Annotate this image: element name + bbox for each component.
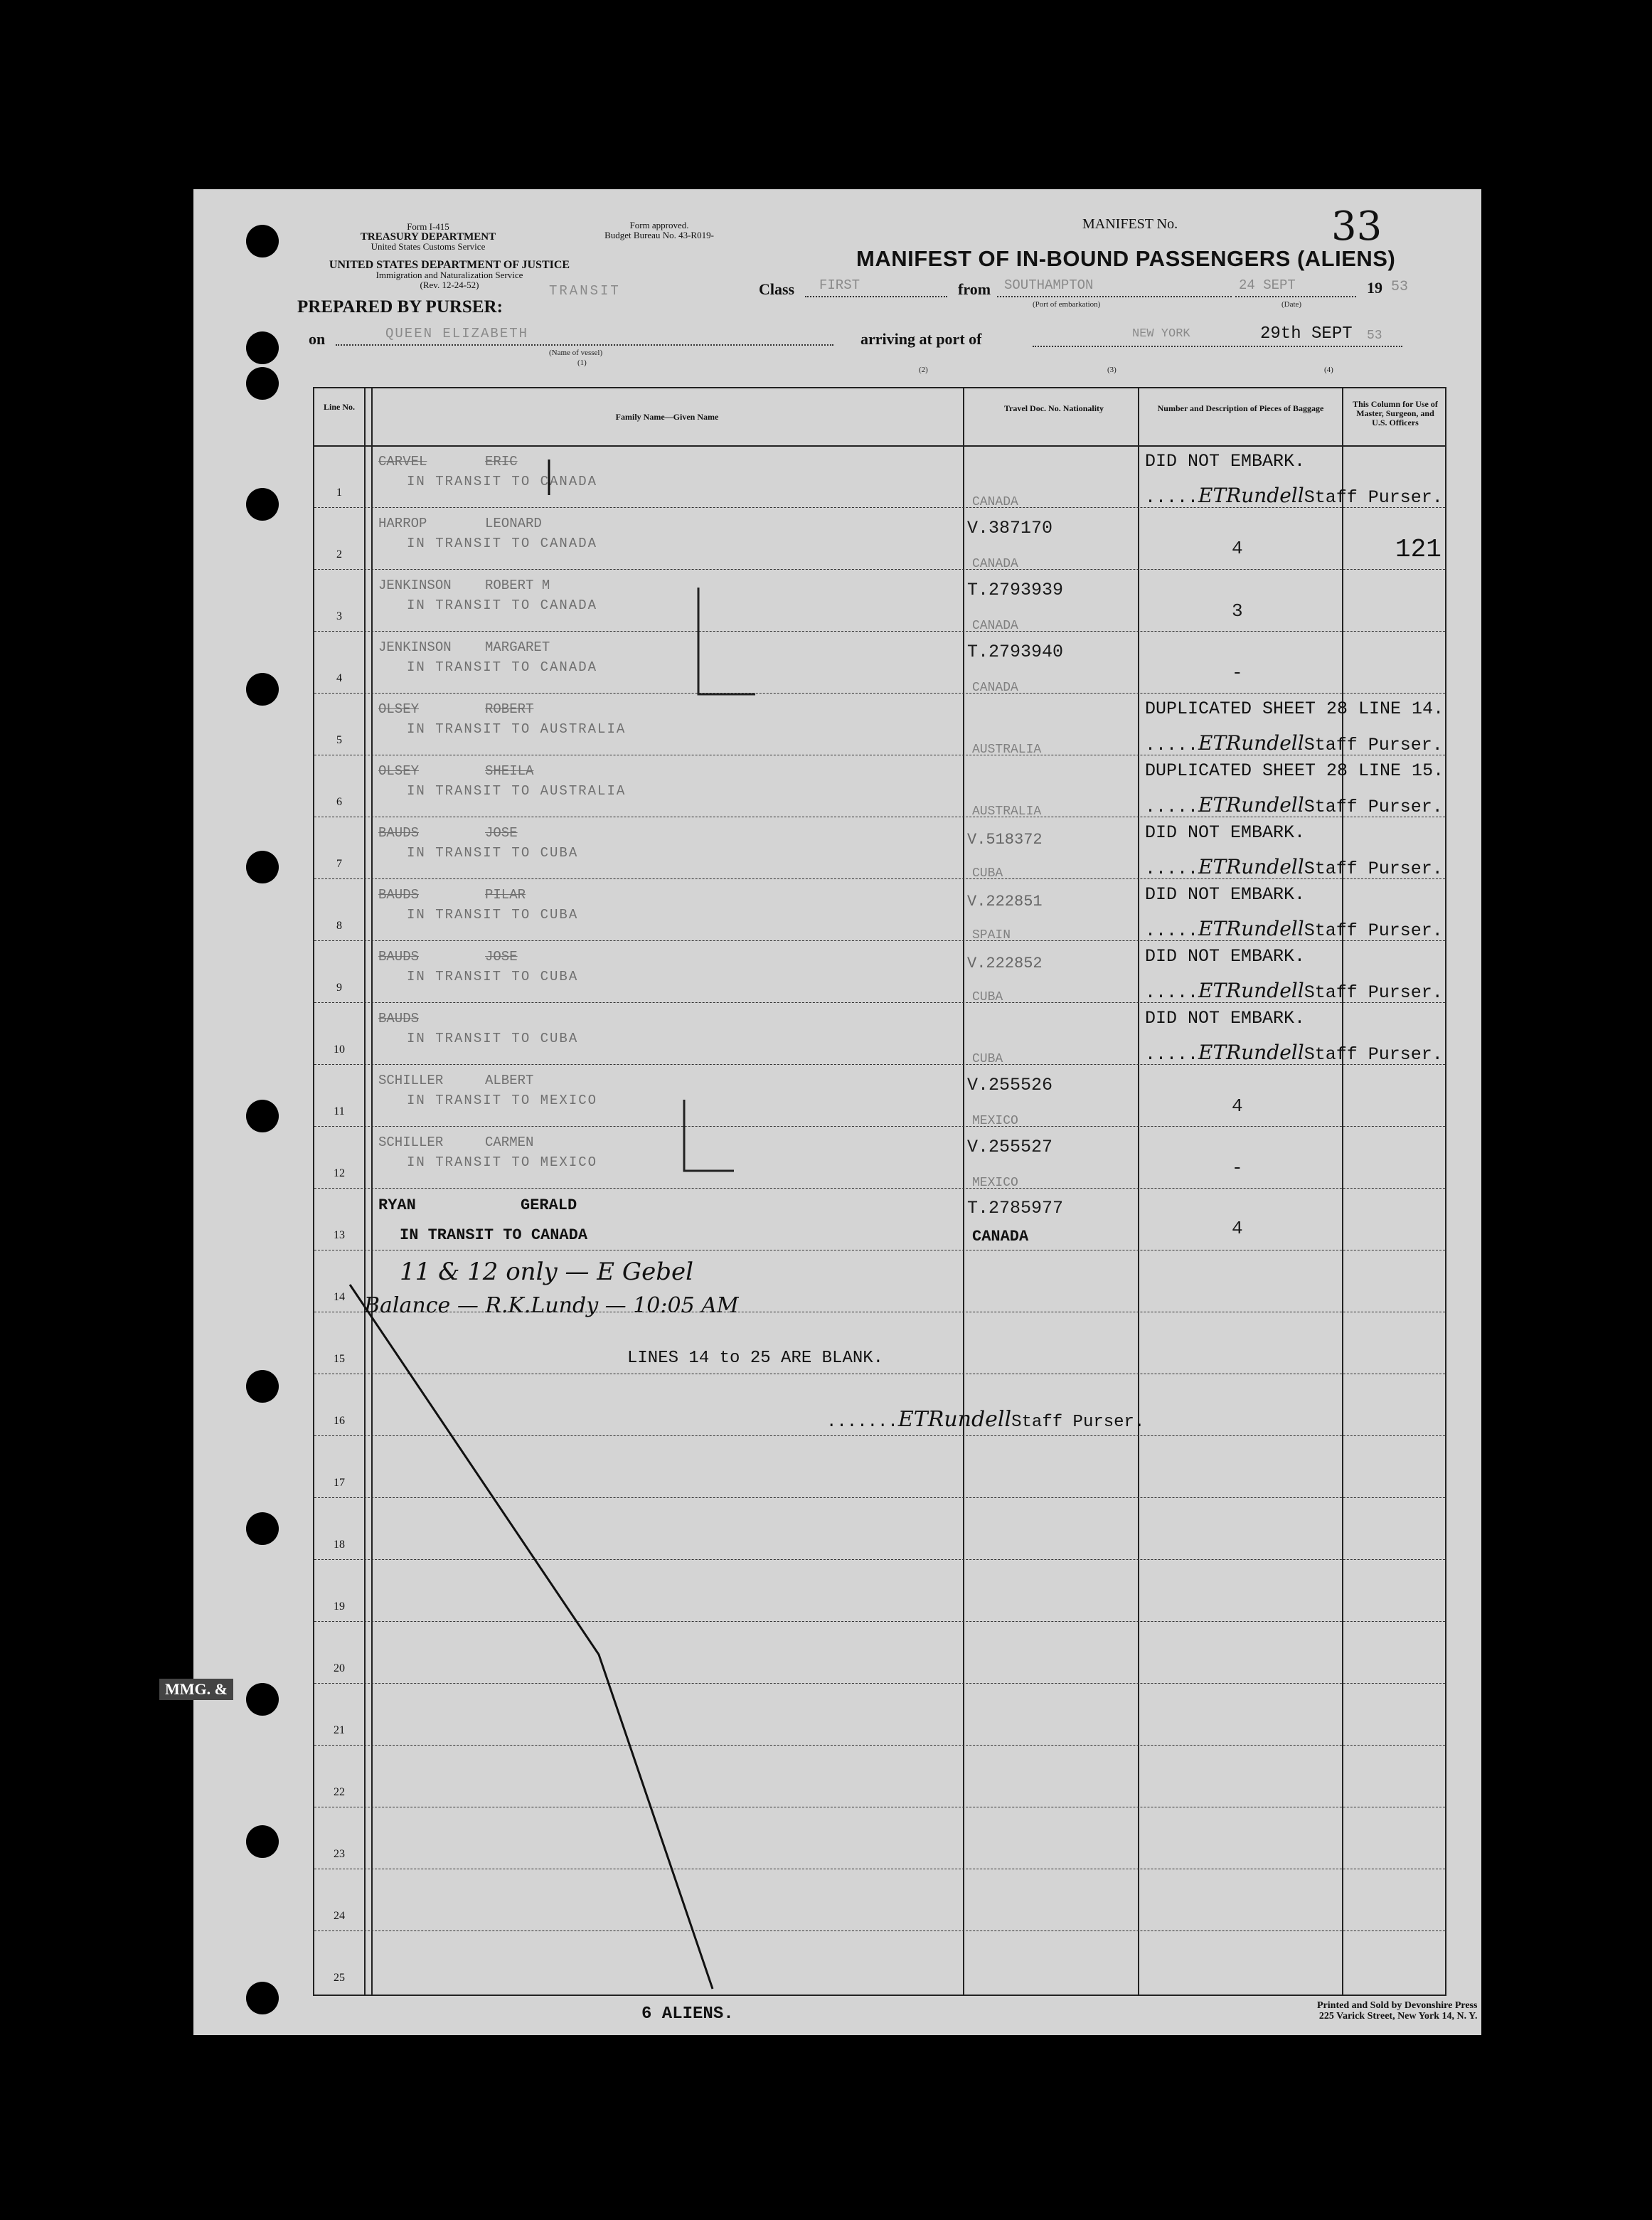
line-number: 21 xyxy=(334,1724,345,1736)
manifest-page xyxy=(165,189,1481,2035)
line-number: 4 xyxy=(336,672,342,684)
family-name: SCHILLER xyxy=(378,1073,444,1088)
arrival-year: 53 xyxy=(1367,329,1382,343)
line-number: 6 xyxy=(336,796,342,808)
manifest-no-label: MANIFEST No. xyxy=(1082,216,1178,232)
col-1-label: (1) xyxy=(577,359,587,367)
given-name: ALBERT xyxy=(485,1073,534,1088)
punch-hole xyxy=(246,673,279,706)
baggage-count: 4 xyxy=(1232,538,1243,559)
travel-doc-no: T.2785977 xyxy=(967,1198,1064,1218)
line-number: 13 xyxy=(334,1229,345,1241)
punch-hole xyxy=(246,851,279,883)
given-name: SHEILA xyxy=(485,763,534,779)
baggage-note: DID NOT EMBARK. xyxy=(1145,451,1306,472)
nationality: CANADA xyxy=(972,681,1018,695)
vessel-caption: (Name of vessel) xyxy=(549,349,603,357)
form-header-block xyxy=(357,222,499,252)
travel-doc-no: V.518372 xyxy=(967,831,1043,849)
arrival-port: NEW YORK xyxy=(1132,327,1190,341)
family-name: JENKINSON xyxy=(378,578,452,593)
line-number: 17 xyxy=(334,1477,345,1489)
given-name: MARGARET xyxy=(485,639,550,655)
line-number: 15 xyxy=(334,1353,345,1365)
transit-note: IN TRANSIT TO CUBA xyxy=(407,845,579,861)
transit-note: IN TRANSIT TO CANADA xyxy=(400,1226,588,1244)
embark-date: 24 SEPT xyxy=(1239,277,1296,293)
family-name: OLSEY xyxy=(378,763,420,779)
baggage-note: DID NOT EMBARK. xyxy=(1145,822,1306,843)
transit-note: IN TRANSIT TO CUBA xyxy=(407,1031,579,1046)
staff-purser-signoff: .....ETRundellStaff Purser. xyxy=(1145,793,1443,817)
line-number: 1 xyxy=(336,487,342,499)
travel-doc-no: V.255527 xyxy=(967,1137,1053,1157)
printer-address: 225 Varick Street, New York 14, N. Y. xyxy=(1318,2011,1478,2022)
line-number: 20 xyxy=(334,1662,345,1674)
travel-doc-no: T.2793939 xyxy=(967,580,1064,600)
punch-hole xyxy=(246,1683,279,1716)
line-number: 24 xyxy=(334,1910,345,1922)
nationality: MEXICO xyxy=(972,1114,1018,1128)
header-line-no: Line No. xyxy=(323,402,355,412)
transit-note: IN TRANSIT TO CANADA xyxy=(407,598,598,613)
family-name: CARVEL xyxy=(378,454,427,469)
given-name: ROBERT M xyxy=(485,578,550,593)
transit-value: TRANSIT xyxy=(549,283,621,299)
line-number: 10 xyxy=(334,1043,345,1056)
col-3-label: (3) xyxy=(1107,366,1117,374)
nationality: CANADA xyxy=(972,1228,1029,1246)
nationality: CANADA xyxy=(972,495,1018,509)
line-number: 14 xyxy=(334,1291,345,1303)
nationality: AUSTRALIA xyxy=(972,804,1042,819)
line-number: 23 xyxy=(334,1848,345,1860)
revision: (Rev. 12-24-52) xyxy=(420,280,479,290)
given-name: JOSE xyxy=(485,949,518,965)
staff-purser-signoff: .....ETRundellStaff Purser. xyxy=(1145,979,1443,1003)
baggage-note: DUPLICATED SHEET 28 LINE 14. xyxy=(1145,699,1444,719)
handwritten-note: 11 & 12 only — E Gebel xyxy=(400,1258,693,1286)
year-suffix: 53 xyxy=(1391,279,1409,295)
aliens-total: 6 ALIENS. xyxy=(641,2004,734,2024)
travel-doc-no: V.387170 xyxy=(967,518,1053,538)
port-embark-caption: (Port of embarkation) xyxy=(1033,300,1101,309)
form-number: Form I-415 xyxy=(407,221,449,232)
baggage-count: 4 xyxy=(1232,1218,1243,1239)
given-name: LEONARD xyxy=(485,516,542,531)
punch-hole xyxy=(246,225,279,257)
transit-note: IN TRANSIT TO AUSTRALIA xyxy=(407,721,627,737)
line-number: 3 xyxy=(336,610,342,622)
col-2-label: (2) xyxy=(919,366,928,374)
transit-note: IN TRANSIT TO CUBA xyxy=(407,907,579,923)
staff-purser-signoff: .....ETRundellStaff Purser. xyxy=(1145,917,1443,941)
given-name: ERIC xyxy=(485,454,518,469)
manifest-table xyxy=(313,387,1446,1996)
manifest-title: MANIFEST OF IN-BOUND PASSENGERS (ALIENS) xyxy=(856,246,1396,271)
year-prefix: 19 xyxy=(1367,279,1382,297)
class-value: FIRST xyxy=(819,277,860,293)
line-number: 2 xyxy=(336,548,342,561)
printer-block xyxy=(1317,2000,1477,2022)
transit-note: IN TRANSIT TO MEXICO xyxy=(407,1093,598,1108)
transit-note: IN TRANSIT TO CANADA xyxy=(407,659,598,675)
class-label: Class xyxy=(759,280,795,298)
baggage-count: - xyxy=(1232,1157,1243,1179)
baggage-count: 3 xyxy=(1232,600,1243,622)
punch-hole xyxy=(246,367,279,400)
nationality: MEXICO xyxy=(972,1176,1018,1190)
line-number: 9 xyxy=(336,982,342,994)
line-number: 8 xyxy=(336,920,342,932)
manifest-number: 33 xyxy=(1331,203,1382,250)
from-label: from xyxy=(958,280,991,298)
transit-note: IN TRANSIT TO CANADA xyxy=(407,474,598,489)
date-caption: (Date) xyxy=(1281,300,1302,309)
customs-service: United States Customs Service xyxy=(371,241,486,252)
nationality: SPAIN xyxy=(972,928,1011,942)
line-number: 11 xyxy=(334,1105,345,1117)
baggage-count: 4 xyxy=(1232,1095,1243,1117)
staff-purser-signoff: .....ETRundellStaff Purser. xyxy=(1145,1041,1443,1065)
staff-purser-signoff: .....ETRundellStaff Purser. xyxy=(1145,855,1443,879)
transit-note: IN TRANSIT TO CANADA xyxy=(407,536,598,551)
treasury-dept: TREASURY DEPARTMENT xyxy=(360,231,496,243)
line-number: 16 xyxy=(334,1415,345,1427)
given-name: PILAR xyxy=(485,887,526,903)
transit-note: IN TRANSIT TO AUSTRALIA xyxy=(407,783,627,799)
form-approval xyxy=(577,221,741,240)
travel-doc-no: V.255526 xyxy=(967,1075,1053,1095)
line-number: 22 xyxy=(334,1786,345,1798)
punch-hole xyxy=(246,1512,279,1545)
arrival-date: 29th SEPT xyxy=(1260,324,1353,344)
line-number: 25 xyxy=(334,1972,345,1984)
line-number: 19 xyxy=(334,1600,345,1613)
nationality: CANADA xyxy=(972,557,1018,571)
line-number: 12 xyxy=(334,1167,345,1179)
staff-purser-signoff: .....ETRundellStaff Purser. xyxy=(1145,731,1443,755)
printer-line: Printed and Sold by Devonshire Press xyxy=(1317,2000,1478,2011)
vessel-name: QUEEN ELIZABETH xyxy=(385,326,529,341)
budget-bureau: Budget Bureau No. 43-R019- xyxy=(604,230,714,240)
handwritten-note: Balance — R.K.Lundy — 10:05 AM xyxy=(364,1293,739,1318)
punch-hole xyxy=(246,1370,279,1403)
family-name: BAUDS xyxy=(378,949,420,965)
arriving-label: arriving at port of xyxy=(860,330,982,348)
staff-purser-signoff: .....ETRundellStaff Purser. xyxy=(1145,484,1443,508)
given-name: JOSE xyxy=(485,825,518,841)
travel-doc-no: T.2793940 xyxy=(967,642,1064,662)
baggage-note: DUPLICATED SHEET 28 LINE 15. xyxy=(1145,760,1444,781)
side-stamp: MMG. & xyxy=(159,1679,233,1700)
cancel-line xyxy=(314,388,1445,1995)
given-name: ROBERT xyxy=(485,701,534,717)
port-of-embarkation: SOUTHAMPTON xyxy=(1004,277,1094,293)
header-family-name: Family Name—Given Name xyxy=(615,412,719,422)
nationality: CUBA xyxy=(972,1052,1003,1066)
nationality: CUBA xyxy=(972,990,1003,1004)
line-number: 18 xyxy=(334,1539,345,1551)
family-name: BAUDS xyxy=(378,887,420,903)
blank-lines-note: LINES 14 to 25 ARE BLANK. xyxy=(627,1349,884,1368)
baggage-note: DID NOT EMBARK. xyxy=(1145,946,1306,967)
travel-doc-no: V.222851 xyxy=(967,893,1043,910)
ins-title: Immigration and Naturalization Service xyxy=(375,270,523,280)
family-name: HARROP xyxy=(378,516,427,531)
nationality: CUBA xyxy=(972,866,1003,881)
staff-purser-signoff: .......ETRundellStaff Purser. xyxy=(826,1407,1145,1432)
given-name: CARMEN xyxy=(485,1135,534,1150)
punch-hole xyxy=(246,1100,279,1132)
on-label: on xyxy=(309,330,326,348)
baggage-note: DID NOT EMBARK. xyxy=(1145,1008,1306,1029)
col-4-label: (4) xyxy=(1324,366,1333,374)
header-officers: This Column for Use of Master, Surgeon, and U.S. Officers xyxy=(1353,399,1438,427)
line-number: 7 xyxy=(336,858,342,870)
family-name: OLSEY xyxy=(378,701,420,717)
family-name: SCHILLER xyxy=(378,1135,444,1150)
officer-note: 121 xyxy=(1395,535,1441,564)
prepared-by-label: PREPARED BY PURSER: xyxy=(297,297,503,317)
punch-hole xyxy=(246,1825,279,1858)
header-baggage: Number and Description of Pieces of Baggage xyxy=(1157,403,1324,413)
given-name: GERALD xyxy=(521,1196,577,1214)
form-approved: Form approved. xyxy=(629,220,689,230)
punch-hole xyxy=(246,488,279,521)
nationality: CANADA xyxy=(972,619,1018,633)
punch-hole xyxy=(246,1982,279,2014)
baggage-count: - xyxy=(1232,662,1243,684)
family-name: BAUDS xyxy=(378,825,420,841)
transit-note: IN TRANSIT TO MEXICO xyxy=(407,1154,598,1170)
family-name: BAUDS xyxy=(378,1011,420,1026)
baggage-note: DID NOT EMBARK. xyxy=(1145,884,1306,905)
family-name: JENKINSON xyxy=(378,639,452,655)
family-name: RYAN xyxy=(378,1196,416,1214)
header-travel-doc: Travel Doc. No. Nationality xyxy=(1003,403,1104,413)
transit-note: IN TRANSIT TO CUBA xyxy=(407,969,579,984)
nationality: AUSTRALIA xyxy=(972,743,1042,757)
line-number: 5 xyxy=(336,734,342,746)
travel-doc-no: V.222852 xyxy=(967,955,1043,972)
doj-title: UNITED STATES DEPARTMENT OF JUSTICE xyxy=(329,259,570,271)
punch-hole xyxy=(246,331,279,364)
